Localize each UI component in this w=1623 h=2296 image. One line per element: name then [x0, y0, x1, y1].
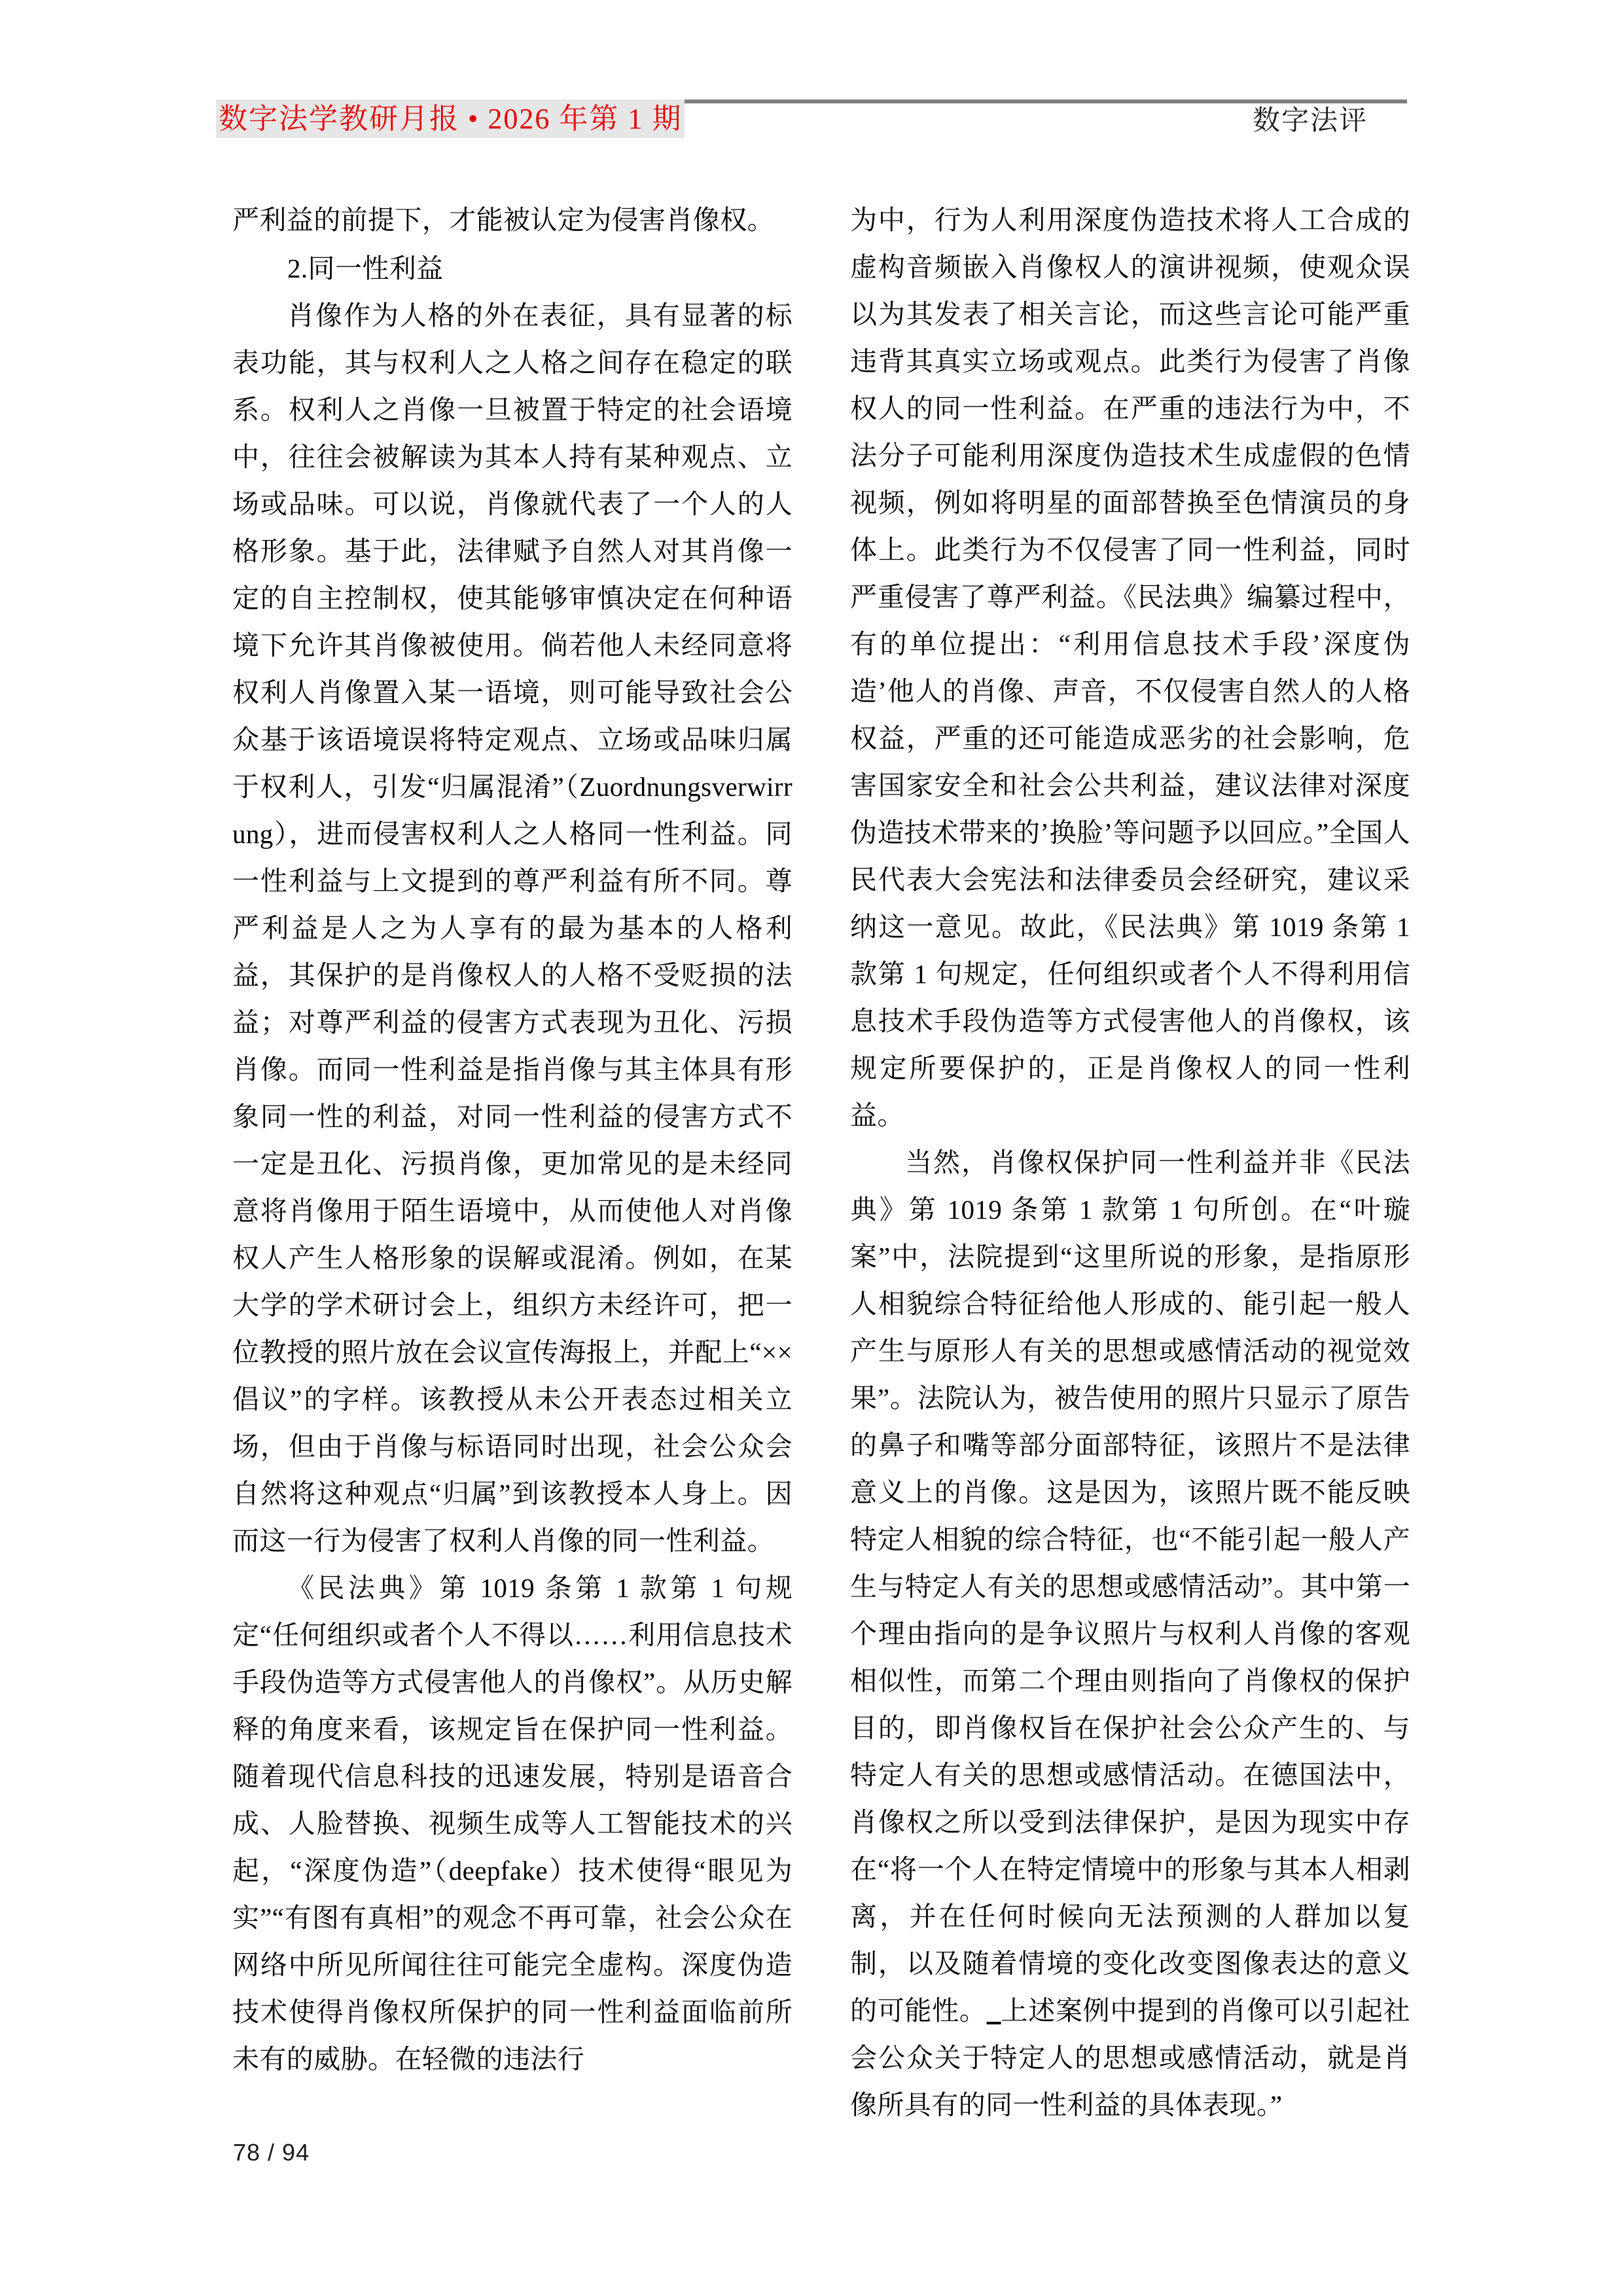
two-column-body [232, 196, 1410, 2128]
paragraph-text-cont: 上述案例中提到的肖像可以引起社会公众关于特定人的思想或感情活动，就是肖像所具有的同一性利益的具体表现。” [850, 1996, 1410, 2120]
running-head [216, 99, 1407, 138]
paragraph: 肖像作为人格的外在表征，具有显著的标表功能，其与权利人之人格之间存在稳定的联系。权利人之肖像一旦被置于特定的社会语境中，往往会被解读为其本人持有某种观点、立场或品味。可以说，肖像就代表了一个人的人格形象。基于此，法律赋予自然人对其肖像一定的自主控制权，使其能够审慎决定在何种语境下允许其肖像被使用。倘若他人未经同意将权利人肖像置入某一语境，则可能导致社会公众基于该语境误将特定观点、立场或品味归属于权利人，引发“归属混淆”（Zuordnungsverwirrung），进而侵害权利人之人格同一性利益。同一性利益与上文提到的尊严利益有所不同。尊严利益是人之为人享有的最为基本的人格利益，其保护的是肖像权人的人格不受贬损的法益；对尊严利益的侵害方式表现为丑化、污损肖像。而同一性利益是指肖像与其主体具有形象同一性的利益，对同一性利益的侵害方式不一定是丑化、污损肖像，更加常见的是未经同意将肖像用于陌生语境中，从而使他人对肖像权人产生人格形象的误解或混淆。例如，在某大学的学术研讨会上，组织方未经许可，把一位教授的照片放在会议宣传海报上，并配上“××倡议”的字样。该教授从未公开表态过相关立场，但由于肖像与标语同时出现，社会公众会自然将这种观点“归属”到该教授本人身上。因而这一行为侵害了权利人肖像的同一性利益。 [232, 300, 793, 1556]
page-number: 78 / 94 [233, 2139, 310, 2166]
paragraph: 严利益的前提下，才能被认定为侵害肖像权。 [232, 205, 774, 235]
column-left [232, 196, 793, 2128]
journal-title-left: 数字法学教研月报 • 2026 年第 1 期 [216, 99, 685, 138]
underline-gap [987, 1996, 1001, 2026]
column-right [850, 196, 1410, 2128]
section-heading: 2.同一性利益 [287, 253, 444, 283]
paragraph: 为中，行为人利用深度伪造技术将人工合成的虚构音频嵌入肖像权人的演讲视频，使观众误以为其发表了相关言论，而这些言论可能严重违背其真实立场或观点。此类行为侵害了肖像权人的同一性利益。在严重的违法行为中，不法分子可能利用深度伪造技术生成虚假的色情视频，例如将明星的面部替换至色情演员的身体上。此类行为不仅侵害了同一性利益，同时严重侵害了尊严利益。《民法典》编纂过程中，有的单位提出：“利用信息技术手段’深度伪造’他人的肖像、声音，不仅侵害自然人的人格权益，严重的还可能造成恶劣的社会影响，危害国家安全和社会公共利益，建议法律对深度伪造技术带来的’换脸’等问题予以回应。”全国人民代表大会宪法和法律委员会经研究，建议采纳这一意见。故此，《民法典》第 1019 条第 1 款第 1 句规定，任何组织或者个人不得利用信息技术手段伪造等方式侵害他人的肖像权，该规定所要保护的，正是肖像权人的同一性利益。 [850, 205, 1410, 1130]
paragraph-text: 当然，肖像权保护同一性利益并非《民法典》第 1019 条第 1 款第 1 句所创。在“叶璇案”中，法院提到“这里所说的形象，是指原形人相貌综合特征给他人形成的、能引起一般人产生与原形人有关的思想或感情活动的视觉效果”。法院认为，被告使用的照片只显示了原告的鼻子和嘴等部分面部特征，该照片不是法律意义上的肖像。这是因为，该照片既不能反映特定人相貌的综合特征，也“不能引起一般人产生与特定人有关的思想或感情活动”。其中第一个理由指向的是争议照片与权利人肖像的客观相似性，而第二个理由则指向了肖像权的保护目的，即肖像权旨在保护社会公众产生的、与特定人有关的思想或感情活动。在德国法中，肖像权之所以受到法律保护，是因为现实中存在“将一个人在特定情境中的形象与其本人相剥离，并在任何时候向无法预测的人群加以复制，以及随着情境的变化改变图像表达的意义的可能性。 [850, 1147, 1410, 2026]
paragraph [850, 1139, 1410, 2128]
journal-title-right: 数字法评 [1252, 105, 1368, 136]
paragraph: 《民法典》第 1019 条第 1 款第 1 句规定“任何组织或者个人不得以……利用信息技术手段伪造等方式侵害他人的肖像权”。从历史解释的角度来看，该规定旨在保护同一性利益。随着现代信息科技的迅速发展，特别是语音合成、人脸替换、视频生成等人工智能技术的兴起，“深度伪造”（deepfake）技术使得“眼见为实”“有图有真相”的观念不再可靠，社会公众在网络中所见所闻往往可能完全虚构。深度伪造技术使得肖像权所保护的同一性利益面临前所未有的威胁。在轻微的违法行 [232, 1573, 793, 2074]
